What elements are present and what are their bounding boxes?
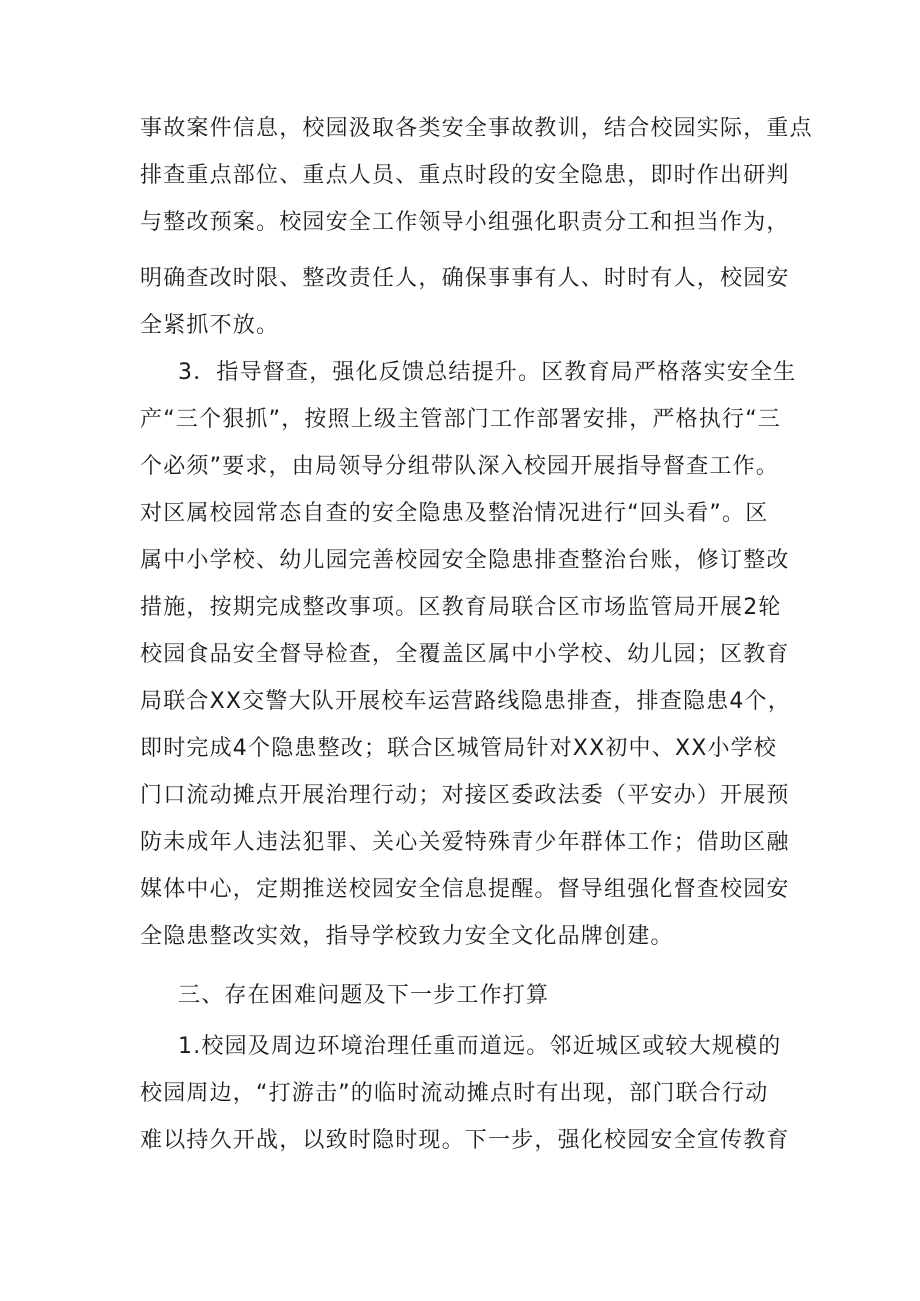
paragraph-line: 属中小学校、幼儿园完善校园安全隐患排查整治台账，修订整改 <box>140 548 790 573</box>
paragraph-line: 媒体中心，定期推送校园安全信息提醒。督导组强化督查校园安 <box>140 877 790 902</box>
paragraph-line: 个必须”要求，由局领导分组带队深入校园开展指导督查工作。 <box>140 454 779 479</box>
paragraph-line: 对区属校园常态自查的安全隐患及整治情况进行“回头看”。区 <box>140 501 769 526</box>
paragraph-line: 明确查改时限、整改责任人，确保事事有人、时时有人，校园安 <box>140 266 790 291</box>
paragraph-line: 3．指导督查，强化反馈总结提升。区教育局严格落实安全生 <box>178 360 797 385</box>
paragraph-line: 排查重点部位、重点人员、重点时段的安全隐患，即时作出研判 <box>140 163 790 188</box>
paragraph-line: 措施，按期完成整改事项。区教育局联合区市场监管局开展2轮 <box>140 595 782 620</box>
paragraph-line: 校园周边，“打游击”的临时流动摊点时有出现，部门联合行动 <box>140 1081 769 1106</box>
section-heading: 三、存在困难问题及下一步工作打算 <box>178 983 550 1008</box>
paragraph-line: 1.校园及周边环境治理任重而道远。邻近城区或较大规模的 <box>178 1034 782 1059</box>
paragraph-line: 全紧抓不放。 <box>140 313 280 338</box>
paragraph-line: 产“三个狠抓”，按照上级主管部门工作部署安排，严格执行“三 <box>140 407 781 432</box>
paragraph-line: 与整改预案。校园安全工作领导小组强化职责分工和担当作为， <box>140 210 790 235</box>
paragraph-line: 即时完成4个隐患整改；联合区城管局针对XX初中、XX小学校 <box>140 736 778 761</box>
paragraph-line: 局联合XX交警大队开展校车运营路线隐患排查，排查隐患4个， <box>140 689 791 714</box>
paragraph-line: 校园食品安全督导检查，全覆盖区属中小学校、幼儿园；区教育 <box>140 642 790 667</box>
paragraph-line: 事故案件信息，校园汲取各类安全事故教训，结合校园实际，重点 <box>140 116 813 141</box>
paragraph-line: 防未成年人违法犯罪、关心关爱特殊青少年群体工作；借助区融 <box>140 830 790 855</box>
paragraph-line: 门口流动摊点开展治理行动；对接区委政法委（平安办）开展预 <box>140 783 790 808</box>
paragraph-line: 难以持久开战，以致时隐时现。下一步，强化校园安全宣传教育 <box>140 1128 790 1153</box>
paragraph-line: 全隐患整改实效，指导学校致力安全文化品牌创建。 <box>140 924 674 949</box>
